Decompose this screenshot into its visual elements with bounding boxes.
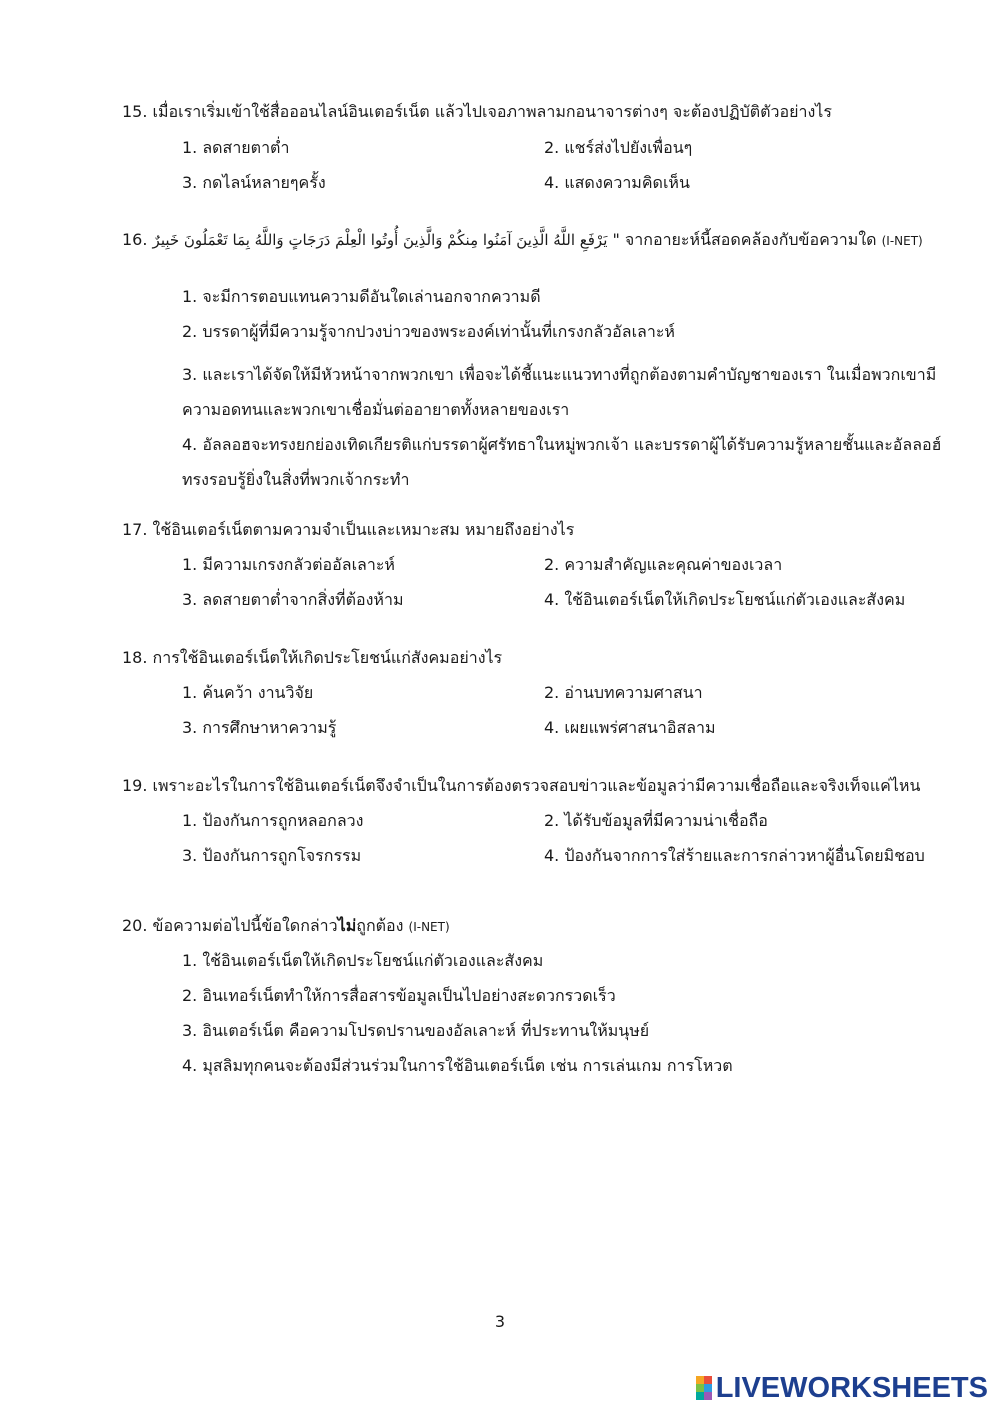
question-number: 16. — [122, 230, 148, 249]
option-3: 3. อินเตอร์เน็ต คือความโปรดปรานของอัลเลาะห์ ที่ประทานให้มนุษย์ — [182, 1021, 650, 1040]
option-2: 2. บรรดาผู้ที่มีความรู้จากปวงบ่าวของพระองค์เท่านั้นที่เกรงกลัวอัลเลาะห์ — [182, 322, 675, 341]
question-stem: 15. เมื่อเราเริ่มเข้าใช้สื่อออนไลน์อินเตอร์เน็ต แล้วไปเจอภาพลามกอนาจารต่างๆ จะต้องปฏิบัติตัวอย่างไร — [122, 102, 832, 121]
option-1: 1. ลดสายตาต่ำ — [182, 138, 290, 157]
question-16 — [122, 230, 952, 489]
question-stem — [122, 916, 952, 936]
question-stem: 19. เพราะอะไรในการใช้อินเตอร์เน็ตจึงจำเป็นในการต้องตรวจสอบข่าวและข้อมูลว่ามีความเชื่อถือและจริงเท็จแค่ไหน — [122, 776, 921, 795]
question-18 — [122, 648, 952, 737]
question-15 — [122, 102, 952, 192]
option-2: 2. อ่านบทความศาสนา — [544, 683, 703, 702]
question-stem: 18. การใช้อินเตอร์เน็ตให้เกิดประโยชน์แก่สังคมอย่างไร — [122, 648, 503, 667]
option-4: 4. แสดงความคิดเห็น — [544, 173, 690, 192]
option-2: 2. ความสำคัญและคุณค่าของเวลา — [544, 555, 783, 574]
option-4: 4. ป้องกันจากการใส่ร้ายและการกล่าวหาผู้อื่นโดยมิชอบ — [544, 846, 925, 865]
question-stem — [122, 230, 952, 250]
option-2: 2. อินเทอร์เน็ตทำให้การสื่อสารข้อมูลเป็นไปอย่างสะดวกรวดเร็ว — [182, 986, 616, 1005]
question-tag: (I-NET) — [881, 234, 923, 248]
emphasis-not: ไม่ — [337, 916, 357, 935]
page-number: 3 — [494, 1312, 506, 1331]
option-4: 4. มุสลิมทุกคนจะต้องมีส่วนร่วมในการใช้อินเตอร์เน็ต เช่น การเล่นเกม การโหวต — [182, 1056, 733, 1075]
option-2: 2. แชร์ส่งไปยังเพื่อนๆ — [544, 138, 693, 157]
liveworksheets-brand — [696, 1374, 988, 1402]
brand-name: LIVEWORKSHEETS — [715, 1372, 988, 1404]
option-4: 4. อัลลอฮจะทรงยกย่องเทิดเกียรติแก่บรรดาผู้ศรัทธาในหมู่พวกเจ้า และบรรดาผู้ได้รับความรู้หลายชั้นและอัลลอฮ์ทรงรอบรู้ยิ่งในสิ่งที่พวกเจ้ากระทำ — [182, 435, 942, 489]
question-text-end: ถูกต้อง — [356, 916, 404, 935]
liveworksheets-logo-icon — [696, 1376, 712, 1400]
option-3: 3. กดไลน์หลายๆครั้ง — [182, 173, 326, 192]
option-1: 1. ป้องกันการถูกหลอกลวง — [182, 811, 364, 830]
option-1: 1. ใช้อินเตอร์เน็ตให้เกิดประโยชน์แก่ตัวเองและสังคม — [182, 951, 544, 970]
question-text: " จากอายะห์นี้สอดคล้องกับข้อความใด — [612, 230, 877, 249]
option-1: 1. ค้นคว้า งานวิจัย — [182, 683, 314, 702]
question-19 — [122, 776, 952, 865]
option-3: 3. การศึกษาหาความรู้ — [182, 718, 337, 737]
option-3: 3. ลดสายตาต่ำจากสิ่งที่ต้องห้าม — [182, 590, 404, 609]
option-3: 3. และเราได้จัดให้มีหัวหน้าจากพวกเขา เพื่อจะได้ชี้แนะแนวทางที่ถูกต้องตามคำบัญชาของเรา ในเมื่อพวกเขามีความอดทนและพวกเขาเชื่อมั่นต่ออายาตทั้งหลายของเรา — [182, 365, 937, 419]
question-17 — [122, 520, 952, 609]
arabic-verse: يَرْفَعِ اللَّهُ الَّذِينَ آمَنُوا مِنكُمْ وَالَّذِينَ أُوتُوا الْعِلْمَ دَرَجَاتٍ وَاللَّهُ بِمَا تَعْمَلُونَ خَبِيرٌ — [152, 231, 608, 249]
question-stem: 17. ใช้อินเตอร์เน็ตตามความจำเป็นและเหมาะสม หมายถึงอย่างไร — [122, 520, 575, 539]
option-2: 2. ได้รับข้อมูลที่มีความน่าเชื่อถือ — [544, 811, 768, 830]
option-4: 4. เผยแพร่ศาสนาอิสลาม — [544, 718, 716, 737]
question-text: 20. ข้อความต่อไปนี้ข้อใดกล่าว — [122, 916, 338, 935]
option-4: 4. ใช้อินเตอร์เน็ตให้เกิดประโยชน์แก่ตัวเองและสังคม — [544, 590, 906, 609]
option-3: 3. ป้องกันการถูกโจรกรรม — [182, 846, 362, 865]
option-1: 1. จะมีการตอบแทนความดีอันใดเล่านอกจากความดี — [182, 287, 541, 306]
question-tag: (I-NET) — [408, 920, 450, 934]
option-1: 1. มีความเกรงกลัวต่ออัลเลาะห์ — [182, 555, 395, 574]
question-20 — [122, 916, 952, 1075]
